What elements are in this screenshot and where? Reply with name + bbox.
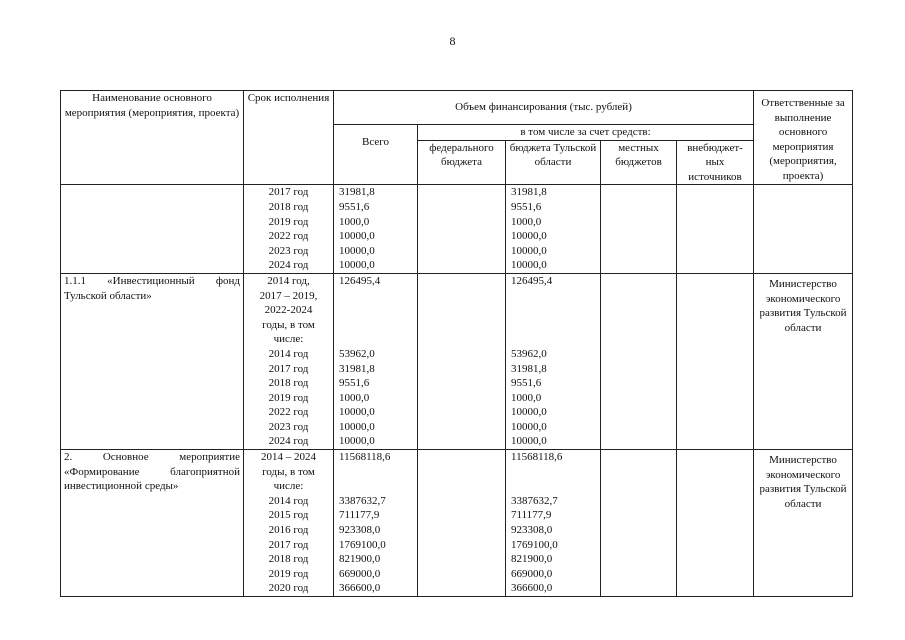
- term-line: 2019 год: [268, 567, 309, 580]
- term-line: 2014 год,: [267, 274, 310, 287]
- term-line: 2014 – 2024: [261, 451, 316, 464]
- total-value: 53962,0: [339, 347, 375, 360]
- term-line: 2024 год: [268, 259, 309, 272]
- regional-value: 669000,0: [511, 567, 553, 580]
- total-value: 1000,0: [339, 215, 370, 228]
- financing-table: [60, 90, 853, 597]
- total-value: 10000,0: [339, 244, 375, 257]
- regional-value: 10000,0: [511, 244, 547, 257]
- term-line: 2018 год: [268, 377, 309, 390]
- regional-value: 711177,9: [511, 509, 552, 522]
- term-line: 2017 год: [268, 362, 309, 375]
- regional-value: 1769100,0: [511, 538, 558, 551]
- term-line: годы, в том: [262, 465, 315, 478]
- term-line: 2023 год: [268, 420, 309, 433]
- term-line: числе:: [273, 480, 304, 493]
- term-line: 2017 год: [268, 186, 309, 199]
- regional-value: 9551,6: [511, 200, 542, 213]
- term-line: 2016 год: [268, 524, 309, 537]
- table-row: [61, 185, 853, 274]
- page-number: 8: [449, 34, 456, 48]
- total-value: 669000,0: [339, 567, 381, 580]
- total-value: [337, 289, 414, 304]
- row-totals: [334, 450, 418, 597]
- regional-value: 126495,4: [511, 274, 553, 287]
- total-value: 1000,0: [339, 391, 370, 404]
- term-line: 2022 год: [268, 230, 309, 243]
- term-line: 2017 год: [268, 538, 309, 551]
- regional-value: 366600,0: [511, 582, 553, 595]
- term-line: 2022-2024: [264, 304, 313, 317]
- table-row: [61, 273, 853, 449]
- total-value: 10000,0: [339, 259, 375, 272]
- total-value: 31981,8: [339, 186, 375, 199]
- term-line: 2018 год: [268, 553, 309, 566]
- regional-value: 1000,0: [511, 215, 542, 228]
- term-line: 2014 год: [268, 494, 309, 507]
- row-responsible: Министерство экономического развития Тульской области: [754, 273, 853, 449]
- row-extra: [677, 450, 754, 597]
- total-value: [337, 318, 414, 333]
- header-regional: бюджета Тульской области: [506, 140, 601, 185]
- header-name: Наименование основного мероприятия (мероприятия, проекта): [61, 91, 244, 185]
- row-terms: [244, 185, 334, 274]
- row-extra: [677, 273, 754, 449]
- row-totals: [334, 185, 418, 274]
- row-regional: [506, 450, 601, 597]
- regional-value: 10000,0: [511, 259, 547, 272]
- regional-value: 10000,0: [511, 435, 547, 448]
- row-name: [61, 185, 244, 274]
- regional-value: 10000,0: [511, 230, 547, 243]
- total-value: 1769100,0: [339, 538, 386, 551]
- row-extra: [677, 185, 754, 274]
- row-local: [601, 273, 677, 449]
- regional-value: 53962,0: [511, 347, 547, 360]
- row-terms: [244, 273, 334, 449]
- row-responsible: Министерство экономического развития Тульской области: [754, 450, 853, 597]
- regional-value: 821900,0: [511, 553, 553, 566]
- regional-value: 3387632,7: [511, 494, 558, 507]
- header-including: в том числе за счет средств:: [418, 125, 754, 141]
- row-local: [601, 185, 677, 274]
- total-value: 126495,4: [339, 274, 381, 287]
- regional-value: [509, 332, 597, 347]
- row-federal: [418, 450, 506, 597]
- term-line: 2023 год: [268, 244, 309, 257]
- term-line: 2019 год: [268, 215, 309, 228]
- row-federal: [418, 185, 506, 274]
- total-value: 10000,0: [339, 420, 375, 433]
- term-line: числе:: [273, 333, 304, 346]
- term-line: 2020 год: [268, 582, 309, 595]
- total-value: 31981,8: [339, 362, 375, 375]
- regional-value: 1000,0: [511, 391, 542, 404]
- total-value: [337, 332, 414, 347]
- term-line: 2018 год: [268, 200, 309, 213]
- header-term: Срок исполнения: [244, 91, 334, 185]
- header-responsible: Ответственные за выполнение основного мероприятия (мероприятия, проекта): [754, 91, 853, 185]
- regional-value: 923308,0: [511, 524, 553, 537]
- regional-value: 31981,8: [511, 362, 547, 375]
- header-extra: внебюджет-ных источников: [677, 140, 754, 185]
- regional-value: 10000,0: [511, 420, 547, 433]
- term-line: 2015 год: [268, 509, 309, 522]
- regional-value: 31981,8: [511, 186, 547, 199]
- term-line: годы, в том: [262, 318, 315, 331]
- regional-value: [509, 289, 597, 304]
- total-value: 9551,6: [339, 377, 370, 390]
- row-responsible: [754, 185, 853, 274]
- table-row: [61, 450, 853, 597]
- total-value: [337, 465, 414, 480]
- term-line: 2019 год: [268, 391, 309, 404]
- term-line: 2014 год: [268, 347, 309, 360]
- row-regional: [506, 185, 601, 274]
- header-federal: федерального бюджета: [418, 140, 506, 185]
- regional-value: [509, 465, 597, 480]
- total-value: 821900,0: [339, 553, 381, 566]
- regional-value: 9551,6: [511, 377, 542, 390]
- header-total: Всего: [334, 125, 418, 185]
- regional-value: [509, 303, 597, 318]
- total-value: 10000,0: [339, 406, 375, 419]
- row-local: [601, 450, 677, 597]
- row-federal: [418, 273, 506, 449]
- regional-value: [509, 479, 597, 494]
- row-regional: [506, 273, 601, 449]
- row-terms: [244, 450, 334, 597]
- header-local: местных бюджетов: [601, 140, 677, 185]
- regional-value: 11568118,6: [511, 451, 563, 464]
- total-value: 366600,0: [339, 582, 381, 595]
- term-line: 2022 год: [268, 406, 309, 419]
- total-value: 923308,0: [339, 524, 381, 537]
- header-financing: Объем финансирования (тыс. рублей): [334, 91, 754, 125]
- regional-value: [509, 318, 597, 333]
- total-value: [337, 303, 414, 318]
- total-value: 9551,6: [339, 200, 370, 213]
- row-name: 1.1.1 «Инвестиционный фонд Тульской области»: [61, 273, 244, 449]
- regional-value: 10000,0: [511, 406, 547, 419]
- header-row-1: [61, 91, 853, 125]
- term-line: 2017 – 2019,: [259, 289, 318, 302]
- total-value: 711177,9: [339, 509, 380, 522]
- term-line: 2024 год: [268, 435, 309, 448]
- total-value: 11568118,6: [339, 451, 391, 464]
- total-value: 10000,0: [339, 435, 375, 448]
- total-value: 10000,0: [339, 230, 375, 243]
- row-totals: [334, 273, 418, 449]
- total-value: [337, 479, 414, 494]
- total-value: 3387632,7: [339, 494, 386, 507]
- row-name: 2. Основное мероприятие «Формирование благоприятной инвестиционной среды»: [61, 450, 244, 597]
